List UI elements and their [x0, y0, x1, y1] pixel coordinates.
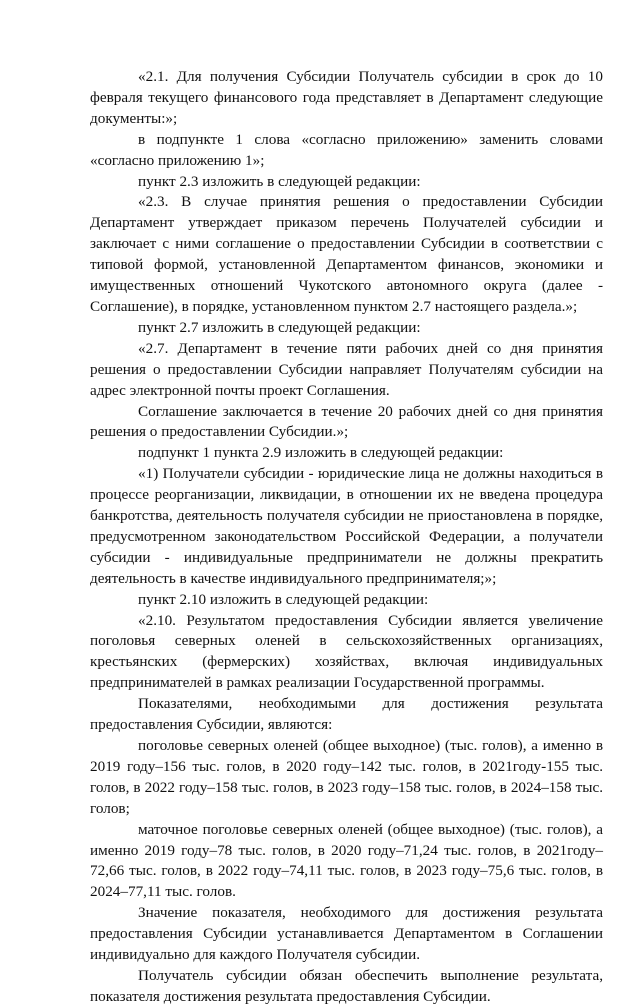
document-page — [90, 67, 603, 1008]
paragraph-point-2-7-intro: пункт 2.7 изложить в следующей редакции: — [138, 318, 421, 336]
paragraph-2-10: «2.10. Результатом предоставления Субсидии является увеличение поголовья северных оленей в сельскохозяйственных организациях, крестьянских (фермерских) хозяйствах, включая индивидуальных предпринимателей в рамках реализации Государственной программы. — [90, 611, 603, 692]
paragraph-2-7: «2.7. Департамент в течение пяти рабочих дней со дня принятия решения о предоставлении Субсидии направляет Получателям субсидии на адрес электронной почты проект Соглашения. — [90, 339, 603, 399]
paragraph-point-2-3-intro: пункт 2.3 изложить в следующей редакции: — [138, 172, 421, 190]
paragraph-point-2-10-intro: пункт 2.10 изложить в следующей редакции: — [138, 590, 429, 608]
paragraph-reindeer-breeding: маточное поголовье северных оленей (общее выходное) (тыс. голов), а именно 2019 году–78 тыс. голов, в 2020 году–71,24 тыс. голов, в 2021году–72,66 тыс. голов, в 2022 году–74,11 тыс. голов, в 2023 году–75,6 тыс. голов, в 2024–77,11 тыс. голов. — [90, 820, 603, 901]
paragraph-point-2-9-intro: подпункт 1 пункта 2.9 изложить в следующей редакции: — [138, 444, 504, 462]
paragraph-reindeer-total: поголовье северных оленей (общее выходное) (тыс. голов), а именно в 2019 году–156 тыс. голов, в 2020 году–142 тыс. голов, в 2021году-155 тыс. голов, в 2022 году–158 тыс. голов, в 2023 году–158 тыс. голов, в 2024–158 тыс. голов; — [90, 737, 603, 817]
paragraph-2-3: «2.3. В случае принятия решения о предоставлении Субсидии Департамент утверждает приказом перечень Получателей субсидии и заключает с ними соглашение о предоставлении Субсидии в соответствии с типовой формой, установленной Департаментом финансов, экономики и имущественных отношений Чукотского автономного округа (далее - Соглашение), в порядке, установленном пунктом 2.7 настоящего раздела.»; — [90, 193, 603, 315]
paragraph-indicators: Показателями, необходимыми для достижения результата предоставления Субсидии, являются: — [90, 695, 603, 734]
paragraph-obligation: Получатель субсидии обязан обеспечить выполнение результата, показателя достижения результата предоставления Субсидии. — [90, 966, 603, 1005]
paragraph-indicator-value: Значение показателя, необходимого для достижения результата предоставления Субсидии устанавливается Департаментом в Соглашении индивидуально для каждого Получателя субсидии. — [90, 904, 603, 964]
paragraph-2-1: «2.1. Для получения Субсидии Получатель субсидии в срок до 10 февраля текущего финансового года представляет в Департамент следующие документы:»; — [90, 68, 603, 127]
paragraph-subpoint-1-change: в подпункте 1 слова «согласно приложению» заменить словами «согласно приложению 1»; — [90, 130, 603, 169]
paragraph-agreement-term: Соглашение заключается в течение 20 рабочих дней со дня принятия решения о предоставлении Субсидии.»; — [90, 402, 603, 441]
paragraph-2-9-1: «1) Получатели субсидии - юридические лица не должны находиться в процессе реорганизации, ликвидации, в отношении их не введена процедура банкротства, деятельность получателя субсидии не приостановлена в порядке, предусмотренном законодательством Российской Федерации, а получатели субсидии - индивидуальные предприниматели не должны прекратить деятельность в качестве индивидуального предпринимателя;»; — [90, 465, 603, 587]
